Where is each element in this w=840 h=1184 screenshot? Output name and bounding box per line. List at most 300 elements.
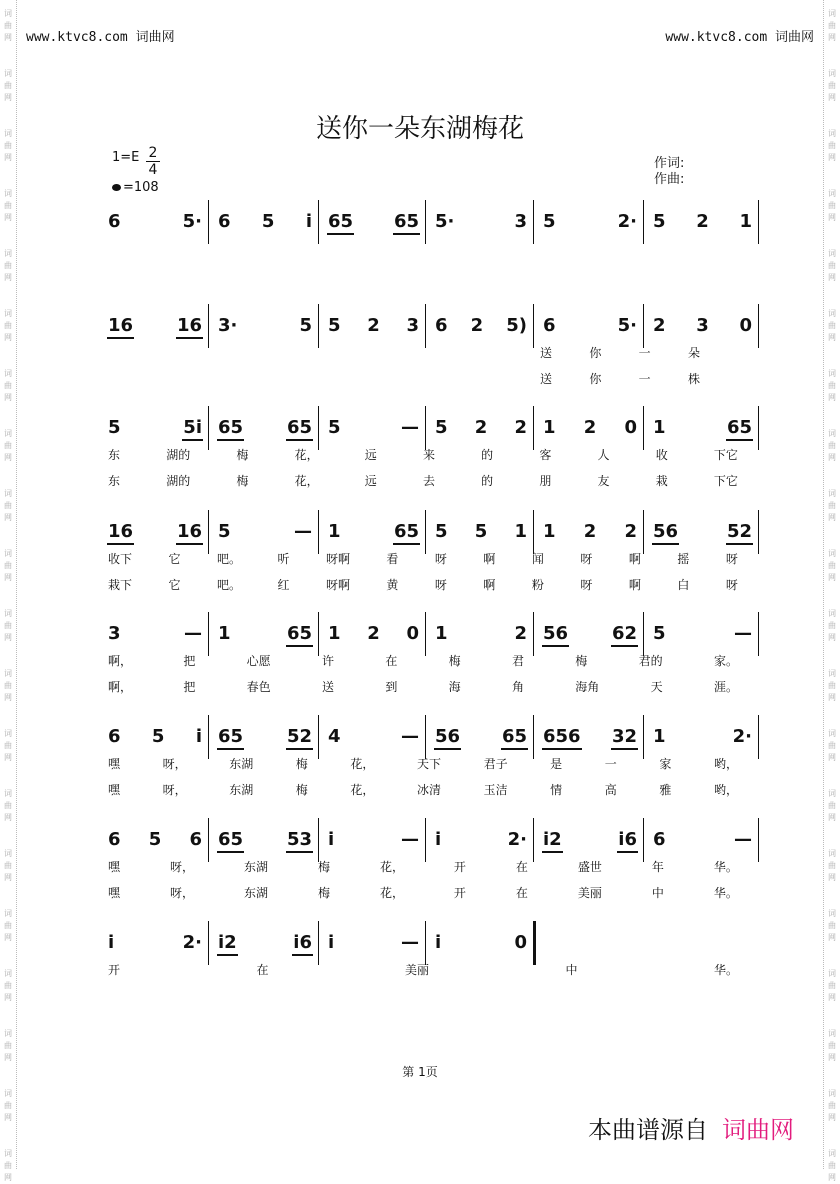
- note: —: [734, 623, 752, 644]
- note: 6: [543, 315, 556, 336]
- watermark-text: 词 曲 网: [4, 1029, 12, 1062]
- barline: [533, 510, 534, 554]
- lyric-word: 呀啊: [325, 552, 350, 566]
- measure: [653, 418, 752, 438]
- lyric-word: 的: [481, 448, 494, 462]
- lyric-word: 啊，: [108, 654, 133, 668]
- meter-bottom: 4: [146, 161, 160, 178]
- watermark-text: 词 曲 网: [828, 9, 836, 42]
- note: 1: [514, 521, 527, 542]
- song-title: 送你一朵东湖梅花: [315, 114, 524, 144]
- note: i: [435, 932, 442, 953]
- watermark-text: 词 曲 网: [4, 9, 12, 42]
- measure: [543, 830, 637, 850]
- barline: [318, 200, 319, 244]
- lyric-word: 啊: [628, 578, 641, 592]
- score-row: [100, 612, 760, 694]
- barline: [318, 921, 319, 965]
- lyric-word: 花，: [294, 474, 319, 488]
- barline: [425, 406, 426, 450]
- note: 65: [393, 521, 419, 542]
- lyric-word: 送: [321, 680, 334, 694]
- watermark-text: 词 曲 网: [828, 69, 836, 102]
- lyric-word: 呀，: [162, 757, 187, 771]
- lyric-word: 啊: [483, 578, 496, 592]
- note: 2·: [507, 829, 527, 850]
- watermark-text: 词 曲 网: [828, 849, 836, 882]
- measure: [218, 830, 312, 850]
- measure: [218, 522, 312, 542]
- note: 52: [286, 726, 312, 747]
- barline: [208, 818, 209, 862]
- lyric-word: 开: [453, 886, 466, 900]
- note: 16: [108, 521, 134, 542]
- lyric-word: 在: [515, 860, 528, 874]
- note: i: [328, 932, 335, 953]
- lyric-line: [540, 370, 700, 387]
- lyric-word: 它: [168, 578, 181, 592]
- lyric-line: [540, 344, 700, 361]
- lyric-word: 一: [638, 372, 651, 386]
- lyric-line: [108, 446, 738, 463]
- watermark-text: 词 曲 网: [828, 549, 836, 582]
- note: 62: [611, 623, 637, 644]
- watermark-text: 词 曲 网: [4, 729, 12, 762]
- barline: [533, 818, 534, 862]
- note: 5: [543, 211, 556, 232]
- lyric-word: 友: [597, 474, 610, 488]
- note: 5·: [617, 315, 637, 336]
- note: 5: [435, 521, 448, 542]
- watermark-text: 词 曲 网: [828, 369, 836, 402]
- lyric-word: 株: [687, 372, 700, 386]
- lyric-word: 把: [183, 680, 196, 694]
- note: 53: [286, 829, 312, 850]
- measure: [218, 418, 312, 438]
- watermark-text: 词 曲 网: [4, 129, 12, 162]
- note: 5: [653, 623, 666, 644]
- note: 2: [696, 211, 709, 232]
- note: 5: [328, 315, 341, 336]
- barline: [533, 304, 534, 348]
- measure: [108, 727, 202, 747]
- lyric-word: 一: [638, 346, 651, 360]
- lyric-word: 美丽: [577, 886, 602, 900]
- lyric-word: 家: [659, 757, 672, 771]
- note: 1: [328, 521, 341, 542]
- lyric-word: 粉: [531, 578, 544, 592]
- watermark-text: 词 曲 网: [4, 489, 12, 522]
- lyric-word: 呀: [580, 552, 593, 566]
- lyric-word: 雅: [659, 783, 672, 797]
- lyric-word: 华。: [713, 860, 738, 874]
- measure: [218, 316, 312, 336]
- tempo-marking: [112, 180, 159, 195]
- note: 5i: [183, 417, 202, 438]
- watermark-text: 词 曲 网: [4, 69, 12, 102]
- source-text: 本曲谱源自: [588, 1116, 708, 1144]
- lyric-word: 情: [550, 783, 563, 797]
- lyric-word: 君子: [483, 757, 508, 771]
- lyric-word: 在: [385, 654, 398, 668]
- watermark-text: 词 曲 网: [828, 789, 836, 822]
- note: 2: [583, 417, 597, 438]
- barline: [533, 612, 534, 656]
- lyric-word: 涯。: [713, 680, 738, 694]
- lyric-word: 你: [589, 372, 602, 386]
- watermark-text: 词 曲 网: [828, 429, 836, 462]
- note: 56: [653, 521, 679, 542]
- lyric-word: 呀: [580, 578, 593, 592]
- measure: [328, 933, 419, 953]
- lyric-word: 东湖: [229, 757, 254, 771]
- lyric-word: 华。: [713, 886, 738, 900]
- note: 1: [218, 623, 231, 644]
- note: 1: [435, 623, 448, 644]
- note: 2: [470, 315, 484, 336]
- lyric-word: 梅: [317, 860, 330, 874]
- lyric-word: 呀: [434, 578, 447, 592]
- note: —: [734, 829, 752, 850]
- lyric-word: 春色: [246, 680, 271, 694]
- measure: [328, 522, 419, 542]
- barline: [643, 715, 644, 759]
- note: 65: [501, 726, 527, 747]
- score-row: [100, 818, 760, 900]
- measure: [653, 830, 752, 850]
- lyric-word: 东: [108, 474, 121, 488]
- measure: [435, 316, 527, 336]
- barline: [208, 200, 209, 244]
- note: 0: [514, 932, 527, 953]
- measure: [435, 727, 527, 747]
- measure: [328, 316, 419, 336]
- score-row: [100, 510, 760, 592]
- lyric-word: 玉洁: [483, 783, 508, 797]
- note: 5: [261, 211, 275, 232]
- note: 16: [176, 521, 202, 542]
- measure: [108, 418, 202, 438]
- lyric-word: 客: [539, 448, 552, 462]
- lyric-line: [108, 678, 738, 695]
- time-signature: [146, 145, 160, 178]
- lyric-word: 湖的: [166, 474, 191, 488]
- lyric-word: 呀: [725, 578, 738, 592]
- note: 5: [328, 417, 341, 438]
- note: 3: [108, 623, 121, 644]
- watermark-text: 词 曲 网: [828, 1029, 836, 1062]
- lyric-word: 看: [386, 552, 399, 566]
- lyric-line: [108, 576, 738, 593]
- watermark-text: 词 曲 网: [828, 129, 836, 162]
- barline: [318, 818, 319, 862]
- note: 16: [176, 315, 202, 336]
- note: 65: [218, 829, 244, 850]
- note: 0: [739, 315, 752, 336]
- lyric-word: 黄: [386, 578, 399, 592]
- composer-label: 作曲:: [654, 172, 685, 187]
- note: 5: [151, 726, 165, 747]
- watermark-text: 词 曲 网: [4, 549, 12, 582]
- lyric-word: 东湖: [229, 783, 254, 797]
- note: 56: [435, 726, 461, 747]
- note: 5: [108, 417, 121, 438]
- measure: [328, 624, 419, 644]
- source-brand[interactable]: 词曲网: [722, 1116, 794, 1144]
- lyric-word: 梅: [448, 654, 461, 668]
- lyric-word: 天: [650, 680, 663, 694]
- note: 2·: [617, 211, 637, 232]
- measure: [218, 933, 312, 953]
- barline: [643, 406, 644, 450]
- lyric-word: 呀，: [162, 783, 187, 797]
- note: 52: [726, 521, 752, 542]
- measure: [328, 212, 419, 232]
- watermark-text: 词 曲 网: [828, 969, 836, 1002]
- note: 1: [739, 211, 752, 232]
- measure: [543, 316, 637, 336]
- measure: [543, 727, 637, 747]
- lyric-word: 嘿: [108, 886, 121, 900]
- measure: [108, 624, 202, 644]
- note: 1: [543, 417, 556, 438]
- key-signature: 1=E: [112, 150, 140, 165]
- watermark-text: 词 曲 网: [828, 1089, 836, 1122]
- note: 2: [653, 315, 666, 336]
- lyricist-label: 作词:: [654, 156, 685, 171]
- watermark-text: 词 曲 网: [828, 729, 836, 762]
- measure: [108, 830, 202, 850]
- note: 3: [696, 315, 709, 336]
- lyric-word: 中: [565, 963, 578, 977]
- lyric-word: 盛世: [577, 860, 602, 874]
- measure: [653, 316, 752, 336]
- barline: [758, 200, 759, 244]
- watermark-text: 词 曲 网: [4, 969, 12, 1002]
- note: 32: [611, 726, 637, 747]
- watermark-text: 词 曲 网: [4, 849, 12, 882]
- measure: [108, 212, 202, 232]
- lyric-word: 朵: [687, 346, 700, 360]
- lyric-word: 梅: [575, 654, 588, 668]
- watermark-text: 词 曲 网: [4, 789, 12, 822]
- lyric-word: 是: [550, 757, 563, 771]
- note: 5: [148, 829, 162, 850]
- watermark-text: 词 曲 网: [828, 669, 836, 702]
- barline: [425, 921, 426, 965]
- lyric-word: 的: [481, 474, 494, 488]
- note: 65: [286, 623, 312, 644]
- measure: [108, 316, 202, 336]
- measure: [653, 522, 752, 542]
- lyric-line: [108, 652, 738, 669]
- meter-top: 2: [148, 145, 158, 161]
- barline: [758, 818, 759, 862]
- barline: [318, 510, 319, 554]
- note: 65: [726, 417, 752, 438]
- lyric-word: 梅: [295, 783, 308, 797]
- lyric-word: 啊: [628, 552, 641, 566]
- score-row: [100, 304, 760, 386]
- site-url-right[interactable]: www.ktvc8.com 词曲网: [665, 30, 814, 45]
- lyric-word: 年: [651, 860, 664, 874]
- lyric-word: 君的: [638, 654, 663, 668]
- note: 1: [328, 623, 341, 644]
- watermark-text: 词 曲 网: [4, 309, 12, 342]
- measure: [543, 624, 637, 644]
- note: 6: [653, 829, 666, 850]
- barline: [208, 510, 209, 554]
- lyric-line: [108, 550, 738, 567]
- measure: [435, 933, 527, 953]
- watermark-text: 词 曲 网: [4, 1149, 12, 1182]
- lyric-word: 远: [364, 474, 377, 488]
- note: 2: [514, 417, 527, 438]
- measure: [108, 933, 202, 953]
- note: 6: [189, 829, 202, 850]
- lyric-word: 摇: [677, 552, 690, 566]
- note: 3: [406, 315, 419, 336]
- barline: [425, 715, 426, 759]
- barline: [208, 921, 209, 965]
- barline: [533, 200, 534, 244]
- lyric-word: 下它: [713, 448, 738, 462]
- note: i: [435, 829, 442, 850]
- measure: [328, 727, 419, 747]
- lyric-word: 红: [277, 578, 290, 592]
- note: 3: [514, 211, 527, 232]
- barline: [425, 200, 426, 244]
- barline: [425, 510, 426, 554]
- lyric-word: 东: [108, 448, 121, 462]
- barline: [758, 304, 759, 348]
- lyric-word: 冰清: [416, 783, 441, 797]
- score-row: [100, 406, 760, 488]
- measure: [435, 830, 527, 850]
- lyric-word: 啊，: [108, 680, 133, 694]
- lyric-word: 到: [385, 680, 398, 694]
- lyric-word: 呀，: [169, 860, 194, 874]
- lyric-word: 送: [540, 346, 553, 360]
- page-number: 第 1页: [402, 1065, 438, 1079]
- note: 6: [435, 315, 448, 336]
- watermark-text: 词 曲 网: [4, 609, 12, 642]
- note: 2: [367, 315, 380, 336]
- lyric-word: 高: [604, 783, 617, 797]
- lyric-word: 哟，: [713, 783, 738, 797]
- watermark-text: 词 曲 网: [4, 249, 12, 282]
- barline: [208, 304, 209, 348]
- quarter-note-icon: [112, 184, 121, 191]
- lyric-word: 君: [511, 654, 524, 668]
- note: i: [108, 932, 115, 953]
- lyric-word: 花，: [350, 783, 375, 797]
- watermark-text: 词 曲 网: [4, 909, 12, 942]
- measure: [435, 212, 527, 232]
- note: 2: [514, 623, 527, 644]
- lyric-line: [108, 781, 738, 798]
- lyric-word: 呀: [725, 552, 738, 566]
- measure: [435, 624, 527, 644]
- note: 5: [474, 521, 488, 542]
- note: 65: [328, 211, 354, 232]
- lyric-word: 听: [277, 552, 290, 566]
- lyric-word: 在: [256, 963, 269, 977]
- note: —: [401, 417, 419, 438]
- note: —: [184, 623, 202, 644]
- barline: [208, 715, 209, 759]
- note: 5·: [182, 211, 202, 232]
- measure: [543, 418, 637, 438]
- measure: [653, 212, 752, 232]
- site-url-left[interactable]: www.ktvc8.com 词曲网: [26, 30, 175, 45]
- watermark-text: 词 曲 网: [828, 1149, 836, 1182]
- lyric-word: 收下: [108, 552, 133, 566]
- lyric-word: 朋: [539, 474, 552, 488]
- measure: [653, 727, 752, 747]
- watermark-text: 词 曲 网: [4, 669, 12, 702]
- barline: [425, 304, 426, 348]
- lyric-word: 呀: [434, 552, 447, 566]
- barline: [318, 304, 319, 348]
- measure: [218, 727, 312, 747]
- lyric-word: 呀，: [169, 886, 194, 900]
- tempo-value: =108: [123, 180, 159, 195]
- note: i2: [218, 932, 237, 953]
- lyric-word: 在: [515, 886, 528, 900]
- measure: [108, 522, 202, 542]
- note: i: [195, 726, 202, 747]
- lyric-word: 栽: [655, 474, 668, 488]
- lyric-word: 中: [651, 886, 664, 900]
- lyric-word: 白: [677, 578, 690, 592]
- note: i: [328, 829, 335, 850]
- note: —: [401, 726, 419, 747]
- lyric-line: [108, 884, 738, 901]
- note: 5·: [435, 211, 455, 232]
- score-row: [100, 715, 760, 797]
- lyric-word: 梅: [236, 448, 249, 462]
- note: i6: [618, 829, 637, 850]
- lyric-word: 一: [604, 757, 617, 771]
- watermark-text: 词 曲 网: [828, 609, 836, 642]
- score-row: [100, 200, 760, 244]
- note: —: [294, 521, 312, 542]
- note: 65: [218, 726, 244, 747]
- lyric-word: 啊: [483, 552, 496, 566]
- barline: [643, 612, 644, 656]
- note: i: [305, 211, 312, 232]
- lyric-word: 送: [540, 372, 553, 386]
- measure: [328, 418, 419, 438]
- note: 1: [543, 521, 556, 542]
- lyric-word: 家。: [713, 654, 738, 668]
- note: 65: [393, 211, 419, 232]
- lyric-word: 东湖: [243, 860, 268, 874]
- note: 1: [653, 726, 666, 747]
- lyric-line: [108, 472, 738, 489]
- note: 5: [299, 315, 312, 336]
- lyric-word: 嘿: [108, 783, 121, 797]
- lyric-word: 许: [321, 654, 334, 668]
- barline: [758, 510, 759, 554]
- lyric-word: 海角: [575, 680, 600, 694]
- note: 0: [406, 623, 419, 644]
- lyric-word: 嘿: [108, 757, 121, 771]
- watermark-text: 词 曲 网: [4, 369, 12, 402]
- note: i6: [293, 932, 312, 953]
- note: 16: [108, 315, 134, 336]
